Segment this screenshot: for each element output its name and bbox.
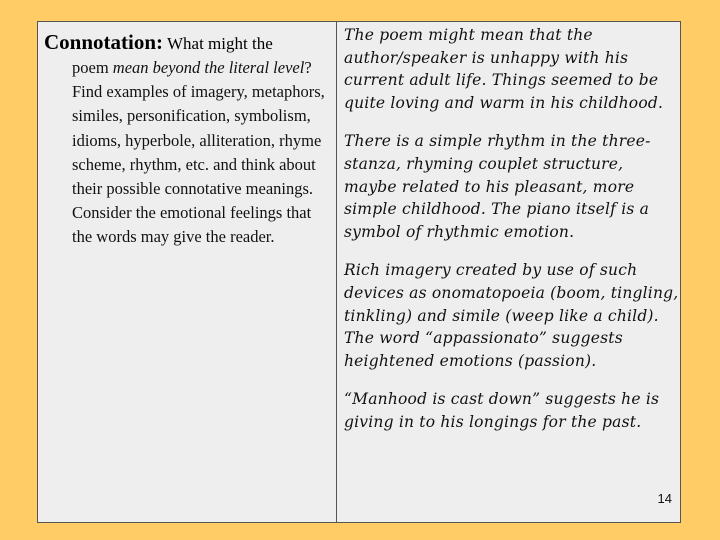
instruction-italic: mean beyond the literal level [112, 58, 305, 77]
answer-paragraph: Rich imagery created by use of such devices as onomatopoeia (boom, tingling, tinkling) and simile (weep like a child). The word “appassionato” suggests heightened emotions (passion). [344, 261, 679, 370]
instruction-text [72, 56, 334, 250]
instruction-start: poem [72, 58, 113, 77]
answer-paragraph: “Manhood is cast down” suggests he is giving in to his longings for the past. [344, 390, 660, 431]
heading [44, 30, 334, 56]
right-cell [344, 24, 680, 450]
left-cell [38, 22, 334, 250]
content-table [37, 21, 681, 523]
column-divider [336, 22, 337, 522]
term-label: Connotation: [44, 30, 164, 54]
slide-number: 14 [657, 491, 672, 506]
instruction-rest: ? Find examples of imagery, metaphors, similes, personification, symbolism, idioms, hyperbole, alliteration, rhyme scheme, rhythm, etc. and think about their possible connotative meanings. Consider the emotional feelings that the words may give the reader. [72, 58, 325, 247]
answer-paragraph: There is a simple rhythm in the three-stanza, rhyming couplet structure, maybe related to his pleasant, more simple childhood. The piano itself is a symbol of rhythmic emotion. [344, 132, 651, 241]
answer-paragraph: The poem might mean that the author/speaker is unhappy with his current adult life. Things seemed to be quite loving and warm in his childhood. [344, 26, 664, 112]
heading-lead: What might the [166, 34, 273, 53]
